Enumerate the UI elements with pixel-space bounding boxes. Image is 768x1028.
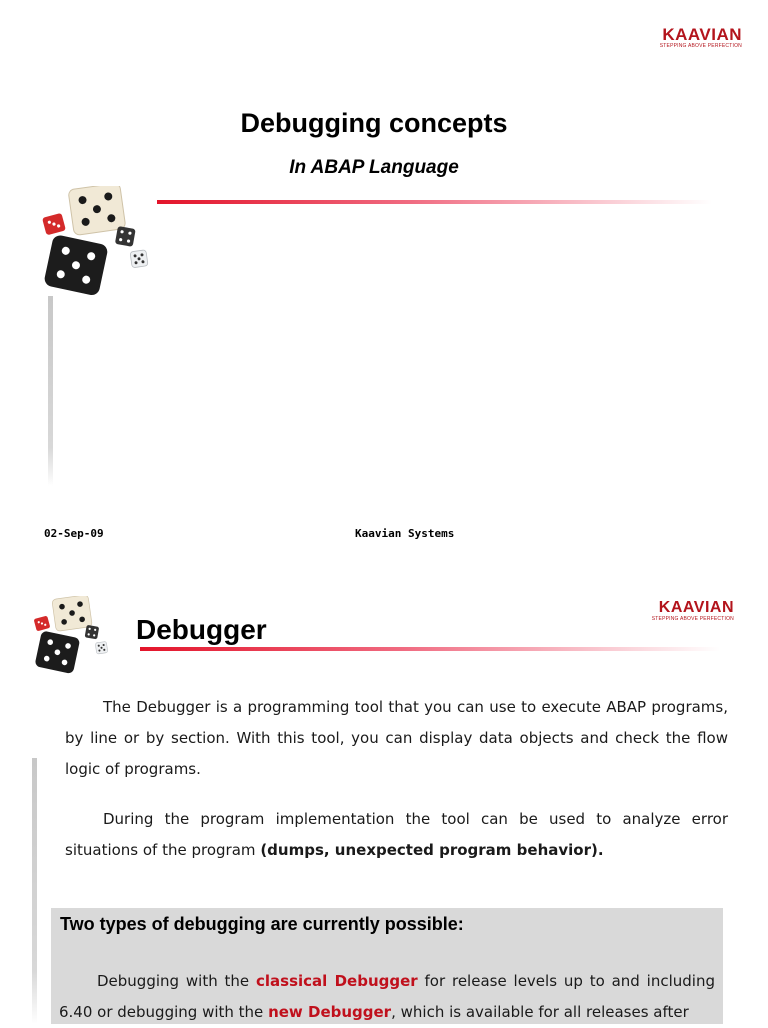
title-underline bbox=[140, 647, 720, 651]
left-accent-bar bbox=[48, 296, 53, 486]
logo-wordmark: KAAVIAN bbox=[658, 599, 734, 616]
footer-company: Kaavian Systems bbox=[355, 527, 455, 540]
box-text-mid: for release levels up to and including 6.40 or debugging with the bbox=[59, 972, 715, 1021]
footer-date: 02-Sep-09 bbox=[44, 527, 104, 540]
classical-debugger-highlight: classical Debugger bbox=[256, 972, 418, 990]
kaavian-logo bbox=[628, 26, 742, 49]
box-text-end: , which is available for all releases after bbox=[391, 1003, 689, 1021]
box-heading: Two types of debugging are currently possible: bbox=[60, 914, 464, 934]
page-title: Debugging concepts bbox=[240, 108, 508, 138]
paragraph-2-bold: (dumps, unexpected program behavior). bbox=[260, 841, 604, 859]
paragraph-2-text: During the program implementation the tool can be used to analyze error situations of the program bbox=[65, 810, 728, 859]
left-accent-bar bbox=[32, 758, 37, 1024]
paragraph-1 bbox=[65, 692, 728, 785]
box-paragraph bbox=[59, 966, 715, 1028]
new-debugger-highlight: new Debugger bbox=[268, 1003, 392, 1021]
paragraph-1-text: The Debugger is a programming tool that you can use to execute ABAP programs, by line or by section. With this tool, you can display data objects and check the flow logic of programs. bbox=[65, 698, 728, 778]
dice-icon bbox=[28, 596, 112, 676]
title-underline bbox=[157, 200, 712, 204]
kaavian-logo bbox=[624, 600, 734, 622]
debug-types-box bbox=[51, 908, 723, 1024]
box-text-start: Debugging with the bbox=[97, 972, 250, 990]
dice-icon bbox=[34, 186, 154, 298]
paragraph-2 bbox=[65, 804, 728, 866]
page-subtitle: In ABAP Language bbox=[289, 157, 459, 178]
logo-tagline: STEPPING ABOVE PERFECTION bbox=[651, 616, 734, 622]
logo-wordmark: KAAVIAN bbox=[662, 25, 742, 44]
logo-tagline: STEPPING ABOVE PERFECTION bbox=[659, 43, 742, 49]
section-title: Debugger bbox=[136, 614, 267, 645]
